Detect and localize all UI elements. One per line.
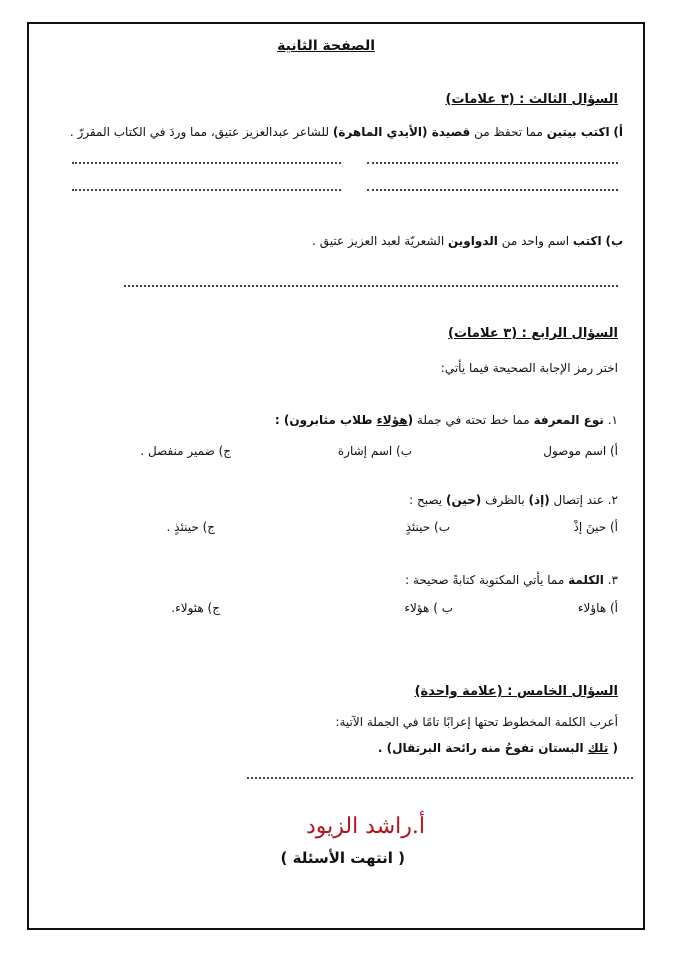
q3-a-text-3: قصيدة (الأيدي الماهرة): [332, 125, 471, 139]
option-b[interactable]: ب) حينئذٍ: [405, 520, 450, 534]
end-of-questions: ( انتهت الأسئلة ): [280, 849, 405, 867]
option-b[interactable]: ب) اسم إشارة: [337, 444, 412, 458]
q4-heading: السؤال الرابع : (٣ علامات): [448, 326, 618, 341]
answer-line[interactable]: [124, 285, 618, 287]
sentence-rest: البستان تفوحُ منه رائحة البرتقال) .: [377, 741, 588, 755]
q3-a-text-2: مما تحفظ من: [470, 125, 547, 139]
item-text: عند إتصال: [549, 493, 604, 507]
item-number: ٣.: [607, 573, 618, 587]
q3-a-question: [70, 125, 623, 139]
option-a[interactable]: أ) حينَ إذْ: [573, 520, 618, 534]
item-text: مما يأتي المكتوبة كتابةً صحيحة :: [405, 573, 569, 587]
q4-item-3-question: [405, 573, 618, 587]
answer-line[interactable]: [367, 162, 618, 164]
q4-instruction: اختر رمز الإجابة الصحيحة فيما يأتي:: [440, 361, 618, 375]
underlined-word: تلك: [587, 741, 609, 755]
q3-a-text-1: اكتب بيتين: [546, 125, 610, 139]
option-c[interactable]: ج) هئولاء.: [171, 601, 220, 615]
q3-heading: السؤال الثالث : (٣ علامات): [445, 92, 618, 107]
option-c[interactable]: ج) ضمير منفصل .: [140, 444, 231, 458]
answer-line[interactable]: [72, 189, 341, 191]
answer-line[interactable]: [247, 777, 633, 779]
page-border: [27, 22, 645, 930]
item-text: مما خط تحته في جملة: [413, 413, 534, 427]
item-text: بالظرف: [481, 493, 529, 507]
item-text: نوع المعرفة: [533, 413, 604, 427]
page-title: الصفحة الثانية: [277, 38, 375, 54]
item-text: (إذ): [528, 493, 550, 507]
item-text: الكلمة: [568, 573, 604, 587]
q3-b-text-3: الدواوين: [447, 234, 498, 248]
sentence-bracket: (: [608, 741, 618, 755]
underlined-word: هؤلاء: [376, 413, 408, 427]
teacher-signature: أ.راشد الزيود: [305, 814, 425, 839]
q3-b-text-1: اكتب: [572, 234, 602, 248]
q3-b-letter: ب): [605, 234, 623, 248]
q4-item-2-question: [409, 493, 618, 507]
item-number: ٢.: [607, 493, 618, 507]
option-a[interactable]: أ) اسم موصول: [543, 444, 618, 458]
answer-line[interactable]: [367, 189, 618, 191]
q3-b-text-4: الشعريّة لعبد العزيز عتيق .: [312, 234, 448, 248]
answer-line[interactable]: [72, 162, 341, 164]
option-b[interactable]: ب ) هؤلاء: [404, 601, 453, 615]
q3-a-letter: أ): [613, 125, 623, 139]
q3-b-text-2: اسم واحد من: [497, 234, 573, 248]
item-number: ١.: [607, 413, 618, 427]
item-text: طلاب مثابرون) :: [274, 413, 377, 427]
option-c[interactable]: ج) حينئذٍ .: [166, 520, 215, 534]
option-a[interactable]: أ) هاؤلاء: [577, 601, 618, 615]
q5-sentence: [378, 741, 618, 755]
item-text: (حين): [445, 493, 482, 507]
q5-heading: السؤال الخامس : (علامة واحدة): [414, 684, 618, 699]
item-text: (: [407, 413, 414, 427]
q5-instruction: أعرب الكلمة المخطوط تحتها إعرابًا تامًا في الجملة الآتية:: [335, 715, 618, 729]
q3-a-text-4: للشاعر عبدالعزيز عتيق، مما وردَ في الكتاب المقررّ .: [69, 125, 333, 139]
item-text: يصبح :: [409, 493, 446, 507]
q4-item-1-question: [275, 413, 618, 427]
q3-b-question: [312, 234, 623, 248]
